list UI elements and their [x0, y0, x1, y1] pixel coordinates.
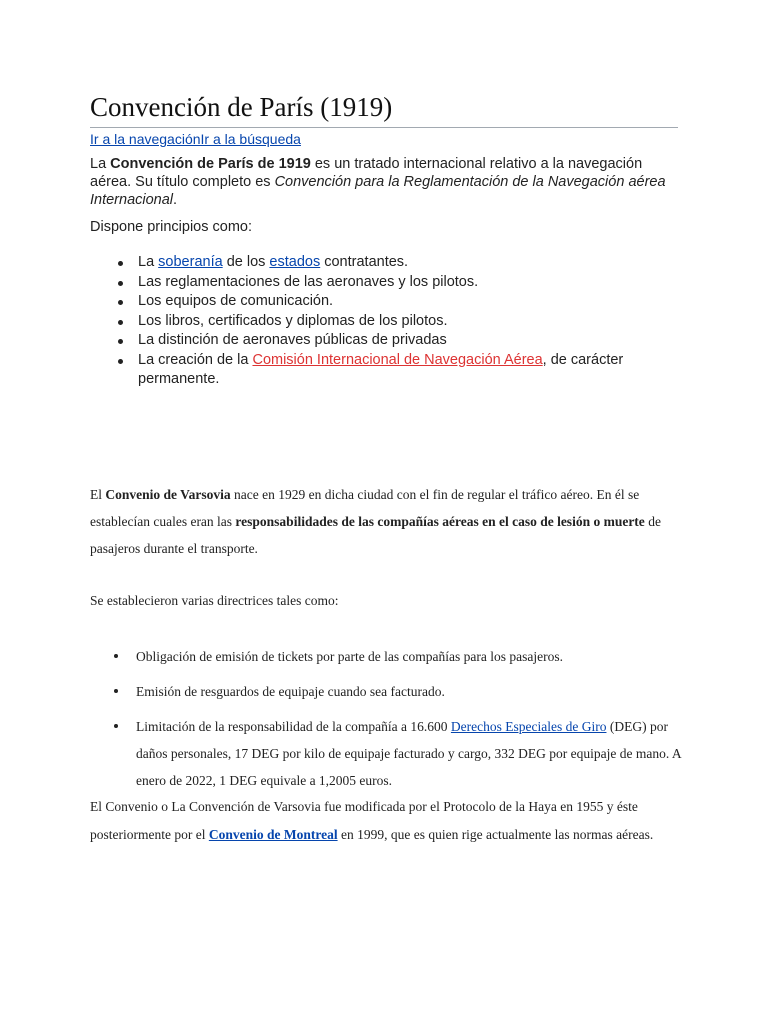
paragraph-text: El — [90, 487, 106, 502]
item-text: de los — [222, 254, 270, 270]
list-item: Emisión de resguardos de equipaje cuando sea facturado. — [136, 678, 684, 705]
item-text: contratantes. — [320, 254, 409, 270]
jump-to-search-link[interactable]: Ir a la búsqueda — [200, 131, 301, 147]
directives-intro: Se establecieron varias directrices tales como: — [90, 593, 339, 608]
list-item — [138, 253, 678, 273]
paragraph-text: El Convenio o La Convención de Varsovia fue modificada por el Protocolo de la Haya en 1955 y éste posteriormente por el — [90, 799, 638, 842]
convenio-de-montreal-link[interactable]: Convenio de Montreal — [208, 826, 338, 842]
intro-text: es un tratado internacional relativo a la navegación aérea. Su título completo es — [90, 156, 643, 190]
full-title-italic: Convención para la Reglamentación de la Navegación aérea Internacional — [90, 174, 666, 208]
list-item: Obligación de emisión de tickets por parte de las compañías para los pasajeros. — [136, 643, 684, 670]
paragraph-bold: responsabilidades de las compañías aéreas en el caso de lesión o muerte — [235, 514, 645, 529]
intro-text: . — [173, 192, 178, 208]
soberania-link[interactable]: soberanía — [158, 254, 223, 270]
item-text: (DEG) por daños personales, 17 DEG por kilo de equipaje facturado y cargo, 332 DEG por equipaje de mano. A enero de 2022, 1 DEG equivale a 1,2005 euros. — [136, 719, 681, 788]
jump-links — [90, 130, 301, 148]
paragraph-bold: Convenio de Varsovia — [105, 487, 231, 502]
list-item — [136, 713, 684, 794]
estados-link[interactable]: estados — [269, 254, 321, 270]
list-item — [138, 351, 678, 390]
intro-bold: Convención de París de 1919 — [110, 156, 311, 172]
comision-internacional-link[interactable]: Comisión Internacional de Navegación Aérea — [252, 351, 543, 368]
list-item: Los libros, certificados y diplomas de los pilotos. — [138, 312, 678, 332]
principles-intro: Dispone principios como: — [90, 219, 252, 235]
list-item: Las reglamentaciones de las aeronaves y los pilotos. — [138, 273, 678, 293]
item-text: La creación de la — [138, 351, 253, 368]
item-text: , de carácter permanente. — [138, 351, 624, 387]
list-item: La distinción de aeronaves públicas de privadas — [138, 331, 678, 351]
paragraph-text: en 1999, que es quien rige actualmente las normas aéreas. — [337, 826, 654, 842]
item-text: La — [138, 254, 159, 270]
item-text: Limitación de la responsabilidad de la compañía a 16.600 — [136, 719, 451, 734]
paragraph-text: nace en 1929 en dicha ciudad con el fin de regular el tráfico aéreo. En él se establecían cuales eran las — [90, 487, 640, 529]
directives-list — [136, 643, 684, 794]
paragraph-text: de pasajeros durante el transporte. — [90, 514, 661, 556]
intro-text: La — [90, 156, 111, 172]
derechos-especiales-de-giro-link[interactable]: Derechos Especiales de Giro — [450, 719, 607, 734]
varsovia-paragraph — [90, 481, 678, 562]
intro-paragraph — [90, 155, 678, 209]
page-title: Convención de París (1919) — [90, 90, 678, 128]
list-item: Los equipos de comunicación. — [138, 292, 678, 312]
closing-paragraph — [90, 793, 688, 848]
principles-list — [138, 253, 678, 390]
jump-to-navigation-link[interactable]: Ir a la navegación — [90, 131, 201, 147]
